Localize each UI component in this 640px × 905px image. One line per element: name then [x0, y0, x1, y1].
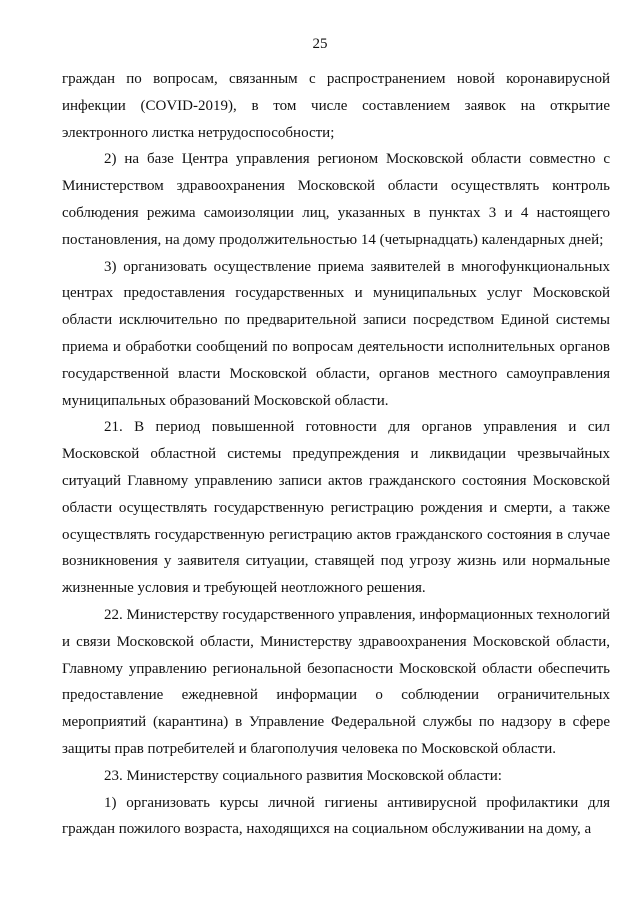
page-number: 25 — [312, 36, 328, 52]
paragraph-section-21: 21. В период повышенной готовности для органов управления и сил Московской областной системы предупреждения и ликвидации чрезвычайных ситуаций Главному управлению записи актов гражданского состояния Московской области осуществлять государственную регистрацию рождения и смерти, а также осуществлять государственную регистрацию актов гражданского состояния в случае возникновения у заявителя ситуации, ставящей под угрозу жизнь или нормальные жизненные условия и требующей неотложного решения. — [62, 419, 610, 597]
paragraph-item-2: 2) на базе Центра управления регионом Московской области совместно с Министерством здравоохранения Московской области осуществлять контроль соблюдения режима самоизоляции лиц, указанных в пунктах 3 и 4 настоящего постановления, на дому продолжительностью 14 (четырнадцать) календарных дней; — [62, 151, 610, 248]
paragraph-section-23: 23. Министерству социального развития Московской области: — [104, 767, 502, 784]
paragraph-continuation: граждан по вопросам, связанным с распространением новой коронавирусной инфекции (COVID-2019), в том числе составлением заявок на открытие электронного листка нетрудоспособности; — [62, 71, 610, 141]
paragraph-item-3: 3) организовать осуществление приема заявителей в многофункциональных центрах предоставления государственных и муниципальных услуг Московской области исключительно по предварительной записи посредством Единой системы приема и обработки сообщений по вопросам деятельности исполнительных органов государственной власти Московской области, органов местного самоуправления муниципальных образований Московской области. — [62, 258, 610, 409]
paragraph-section-22: 22. Министерству государственного управления, информационных технологий и связи Московской области, Министерству здравоохранения Московской области, Главному управлению региональной безопасности Московской области обеспечить предоставление ежедневной информации о соблюдении ограничительных мероприятий (карантина) в Управление Федеральной службы по надзору в сфере защиты прав потребителей и благополучия человека по Московской области. — [62, 606, 610, 757]
document-body — [62, 66, 610, 843]
paragraph-item-1: 1) организовать курсы личной гигиены антивирусной профилактики для граждан пожилого возраста, находящихся на социальном обслуживании на дому, а — [62, 794, 610, 838]
